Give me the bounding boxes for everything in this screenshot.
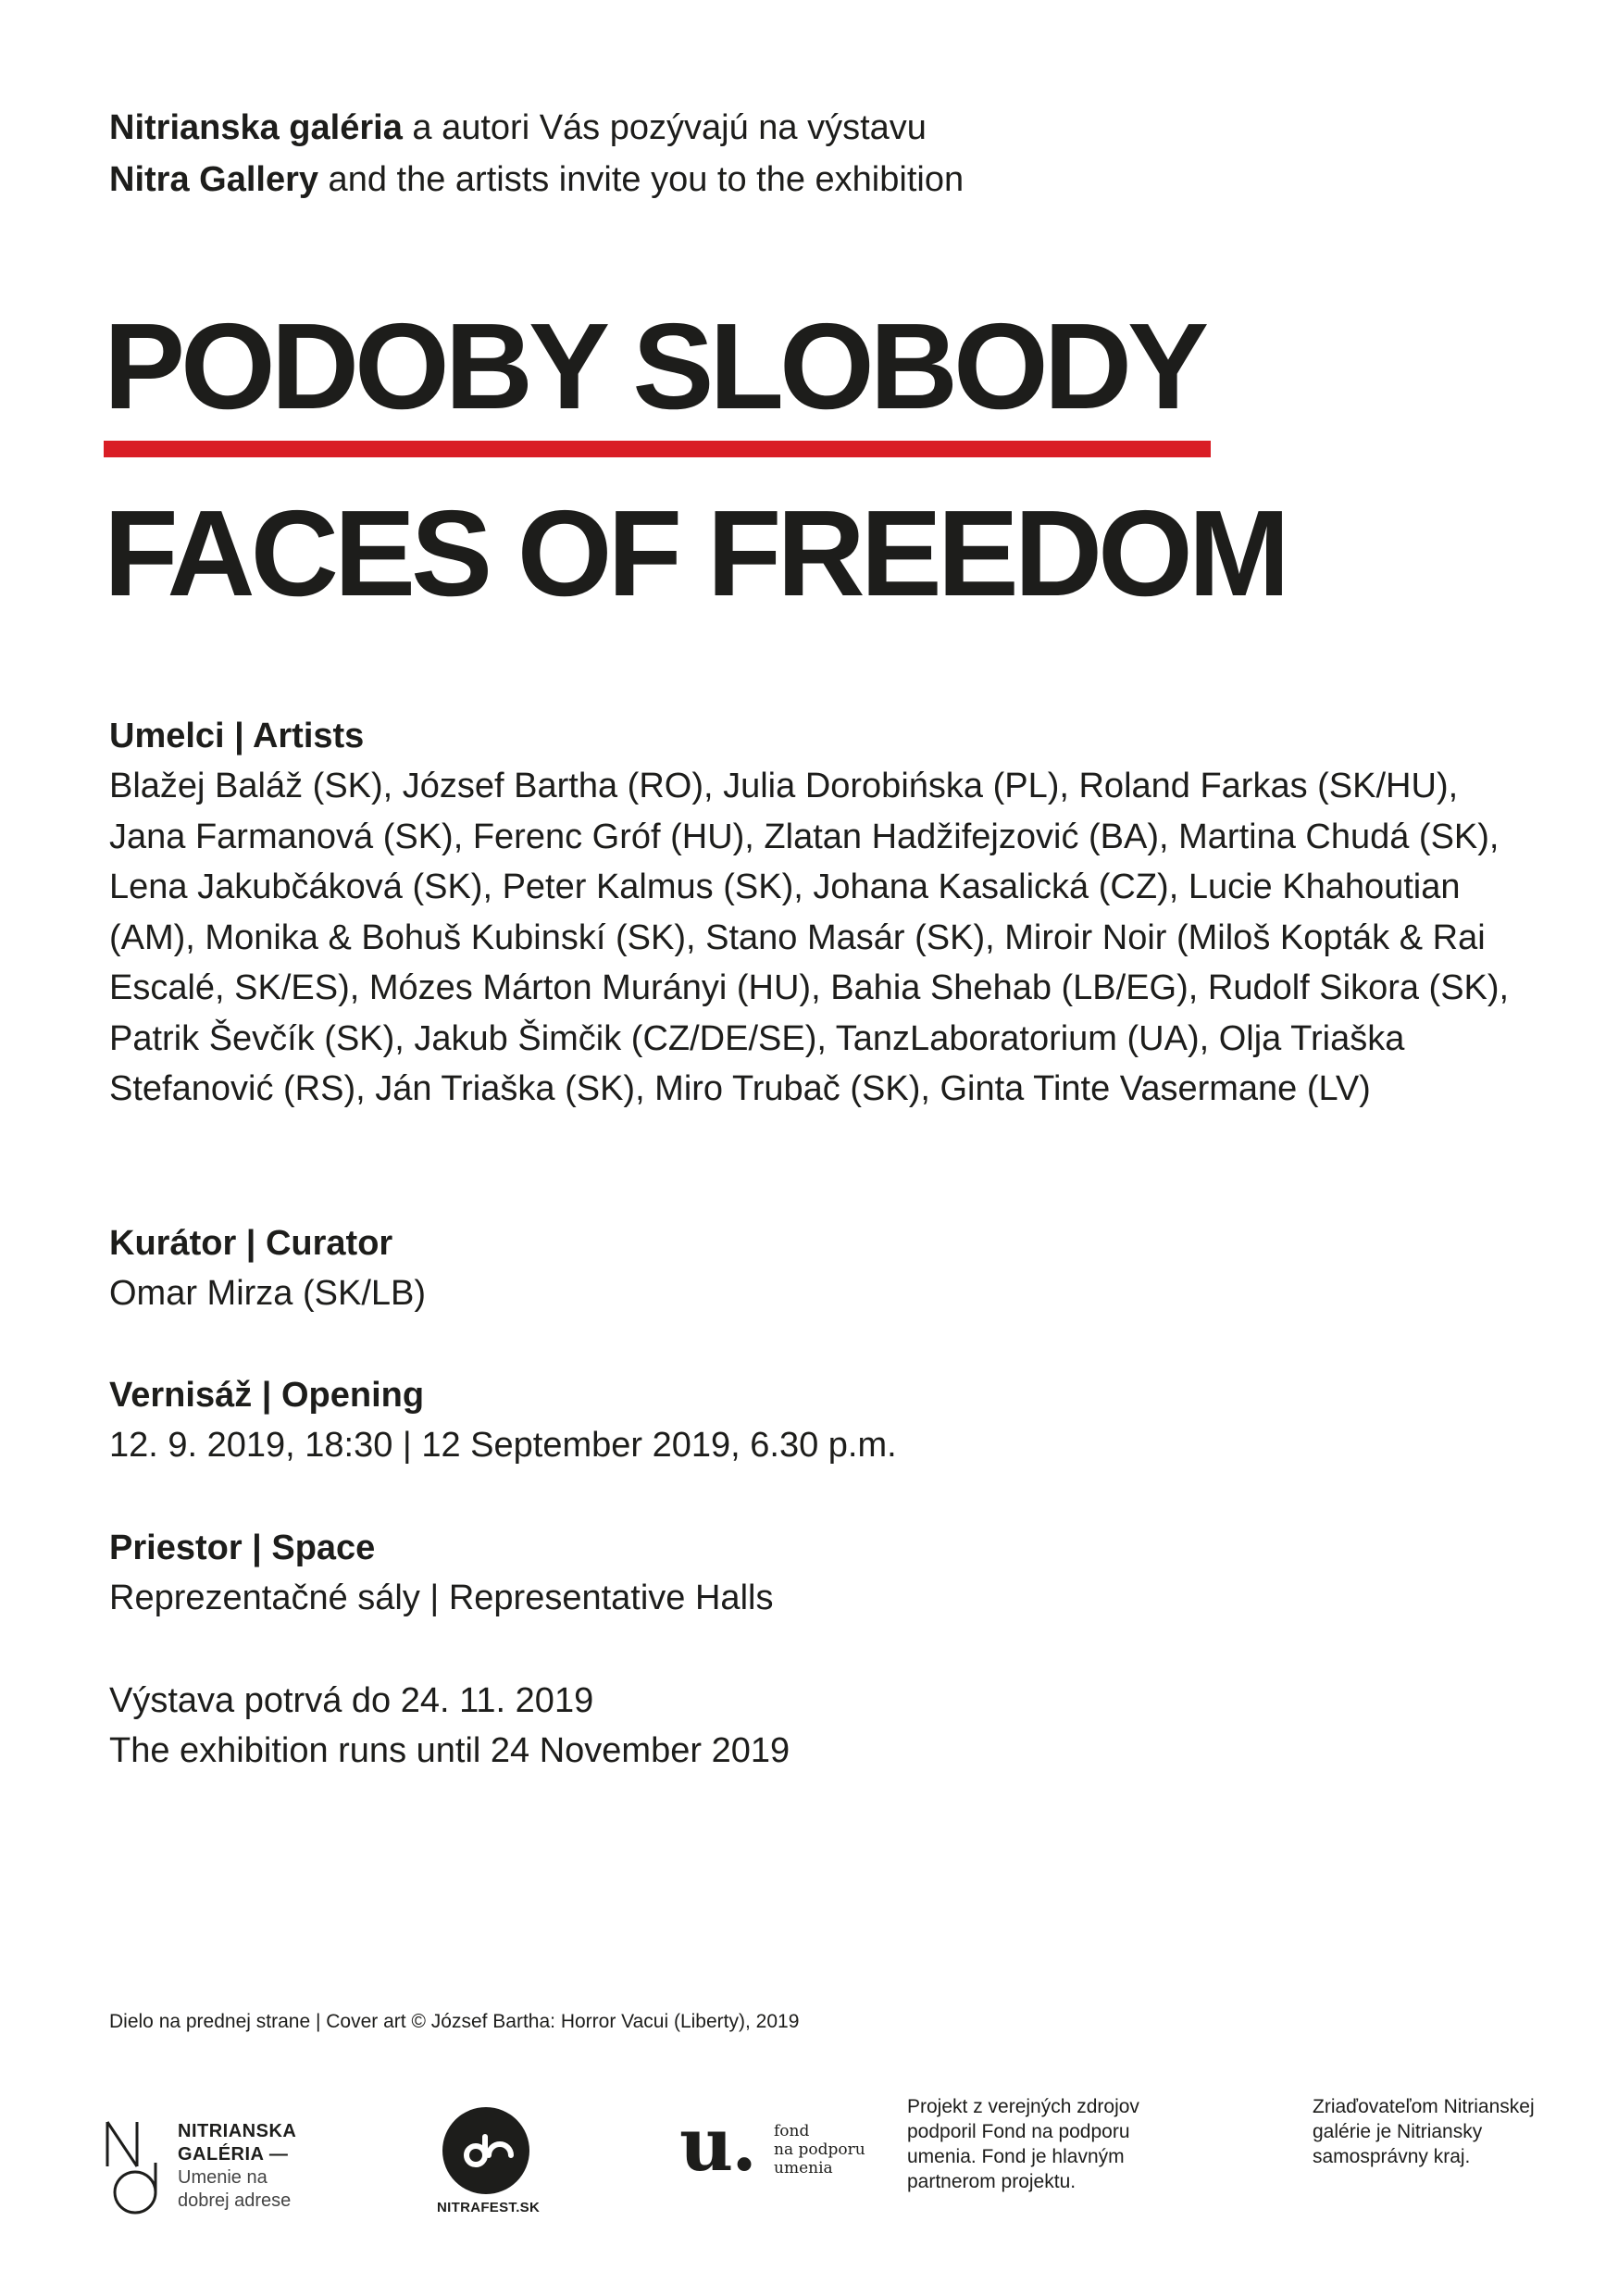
nitrianska-galeria-text: NITRIANSKA GALÉRIA — Umenie na dobrej adrese — [178, 2121, 297, 2211]
title-sk: PODOBY SLOBODY — [104, 298, 1205, 434]
project-support-note: Projekt z verejných zdrojov podporil Fond na podporu umenia. Fond je hlavným partnerom projektu. — [907, 2096, 1139, 2192]
nitrafest-label: NITRAFEST.SK — [437, 2200, 541, 2215]
opening-section — [109, 1370, 1535, 1470]
space-value: Reprezentačné sály | Representative Halls — [109, 1578, 774, 1617]
artists-list: Blažej Baláž (SK), József Bartha (RO), Julia Dorobińska (PL), Roland Farkas (SK/HU), Jana Farmanová (SK), Ferenc Gróf (HU), Zlatan Hadžifejzović (BA), Martina Chudá (SK), Lena Jakubčáková (SK), Peter Kalmus (SK), Johana Kasalická (CZ), Lucie Khahoutian (AM), Monika & Bohuš Kubinskí (SK), Stano Masár (SK), Miroir Noir (Miloš Kopták & Rai Escalé, SK/ES), Mózes Márton Murányi (HU), Bahia Shehab (LB/EG), Rudolf Sikora (SK), Patrik Ševčík (SK), Jakub Šimčik (CZ/DE/SE), TanzLaboratorium (UA), Olja Triaška Stefanović (RS), Ján Triaška (SK), Miro Trubač (SK), Ginta Tinte Vasermane (LV) — [109, 767, 1510, 1108]
space-heading: Priestor | Space — [109, 1529, 376, 1567]
intro-line-sk: Nitrianska galéria a autori Vás pozývajú na výstavu — [109, 108, 927, 147]
runs-sk: Výstava potrvá do 24. 11. 2019 — [109, 1681, 594, 1720]
fond-na-podporu-umenia-logo-icon: u. — [679, 2101, 756, 2188]
fond-na-podporu-umenia-text: fond na podporu umenia — [774, 2122, 865, 2177]
cover-art-credit: Dielo na prednej strane | Cover art © József Bartha: Horror Vacui (Liberty), 2019 — [109, 2011, 800, 2032]
space-section — [109, 1523, 1535, 1623]
nitrafest-mark-icon — [442, 2107, 529, 2194]
nitrianska-galeria-logo-icon — [104, 2118, 165, 2220]
runs-en: The exhibition runs until 24 November 2019 — [109, 1731, 790, 1770]
founder-note: Zriaďovateľom Nitrianskej galérie je Nitriansky samosprávny kraj. — [1313, 2096, 1535, 2167]
curator-name: Omar Mirza (SK/LB) — [109, 1274, 427, 1313]
opening-heading: Vernisáž | Opening — [109, 1376, 425, 1415]
runs-section — [109, 1676, 1535, 1776]
opening-date: 12. 9. 2019, 18:30 | 12 September 2019, 6.30 p.m. — [109, 1426, 897, 1465]
nitrafest-logo-icon — [442, 2107, 529, 2194]
title-en: FACES OF FREEDOM — [104, 485, 1286, 621]
invitation-intro — [109, 102, 964, 206]
curator-heading: Kurátor | Curator — [109, 1224, 393, 1263]
curator-section — [109, 1218, 1535, 1318]
intro-line-en: Nitra Gallery and the artists invite you to the exhibition — [109, 160, 965, 199]
title-divider — [104, 441, 1211, 457]
artists-heading: Umelci | Artists — [109, 717, 365, 755]
